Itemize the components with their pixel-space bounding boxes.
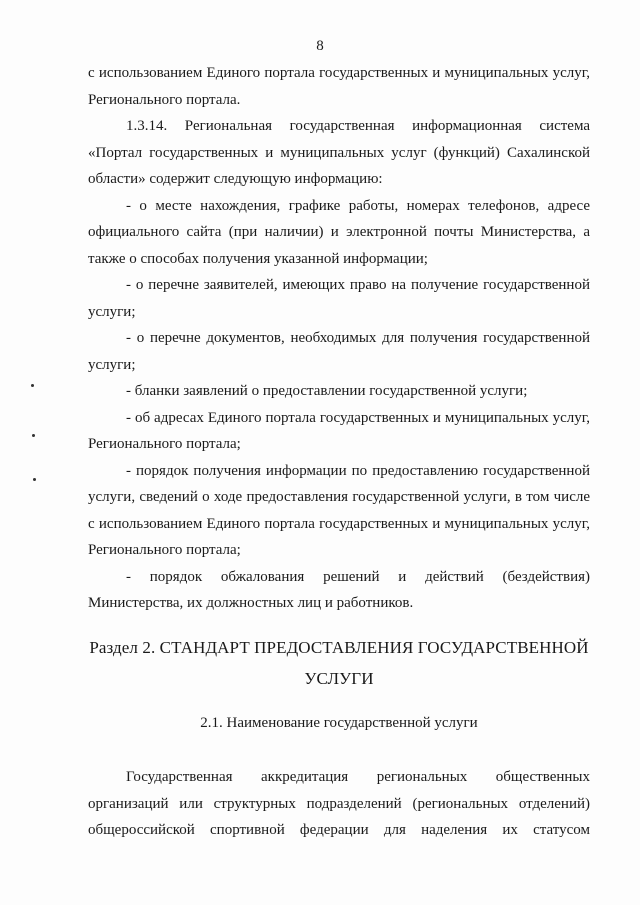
list-item: - о месте нахождения, графике работы, номерах телефонов, адресе официального сайта (при наличии) и электронной почты Министерства, а также о способах получения указанной информации; bbox=[88, 197, 590, 267]
list-item: - об адресах Единого портала государственных и муниципальных услуг, Регионального портала; bbox=[88, 409, 590, 452]
body-text bbox=[88, 60, 590, 617]
section-heading-line: Раздел 2. СТАНДАРТ ПРЕДОСТАВЛЕНИЯ ГОСУДАРСТВЕННОЙ bbox=[89, 638, 589, 657]
list-item: - о перечне документов, необходимых для получения государственной услуги; bbox=[88, 330, 590, 373]
list-item: - о перечне заявителей, имеющих право на получение государственной услуги; bbox=[88, 277, 590, 320]
list-item: - порядок обжалования решений и действий (бездействия) Министерства, их должностных лиц и работников. bbox=[88, 568, 590, 611]
list-item: - бланки заявлений о предоставлении государственной услуги; bbox=[126, 383, 528, 399]
margin-mark bbox=[31, 384, 34, 387]
page-number: 8 bbox=[316, 38, 324, 54]
section-heading bbox=[88, 632, 590, 694]
subsection-heading: 2.1. Наименование государственной услуги bbox=[200, 715, 478, 731]
margin-mark bbox=[32, 434, 35, 437]
paragraph: с использованием Единого портала государственных и муниципальных услуг, Регионального портала. bbox=[88, 65, 590, 108]
section-heading-line: УСЛУГИ bbox=[304, 669, 374, 688]
margin-mark bbox=[33, 478, 36, 481]
paragraph: Государственная аккредитация региональных общественных организаций или структурных подразделений (региональных отделений) общероссийской спортивной федерации для наделения их статусом bbox=[88, 769, 590, 838]
paragraph: 1.3.14. Региональная государственная информационная система «Портал государственных и муниципальных услуг (функций) Сахалинской области» содержит следующую информацию: bbox=[88, 118, 590, 187]
section-body bbox=[88, 764, 590, 844]
list-item: - порядок получения информации по предоставлению государственной услуги, сведений о ходе предоставления государственной услуги, в том числе с использованием Единого портала государственных и муниципальных услуг, Регионального портала; bbox=[88, 462, 590, 558]
